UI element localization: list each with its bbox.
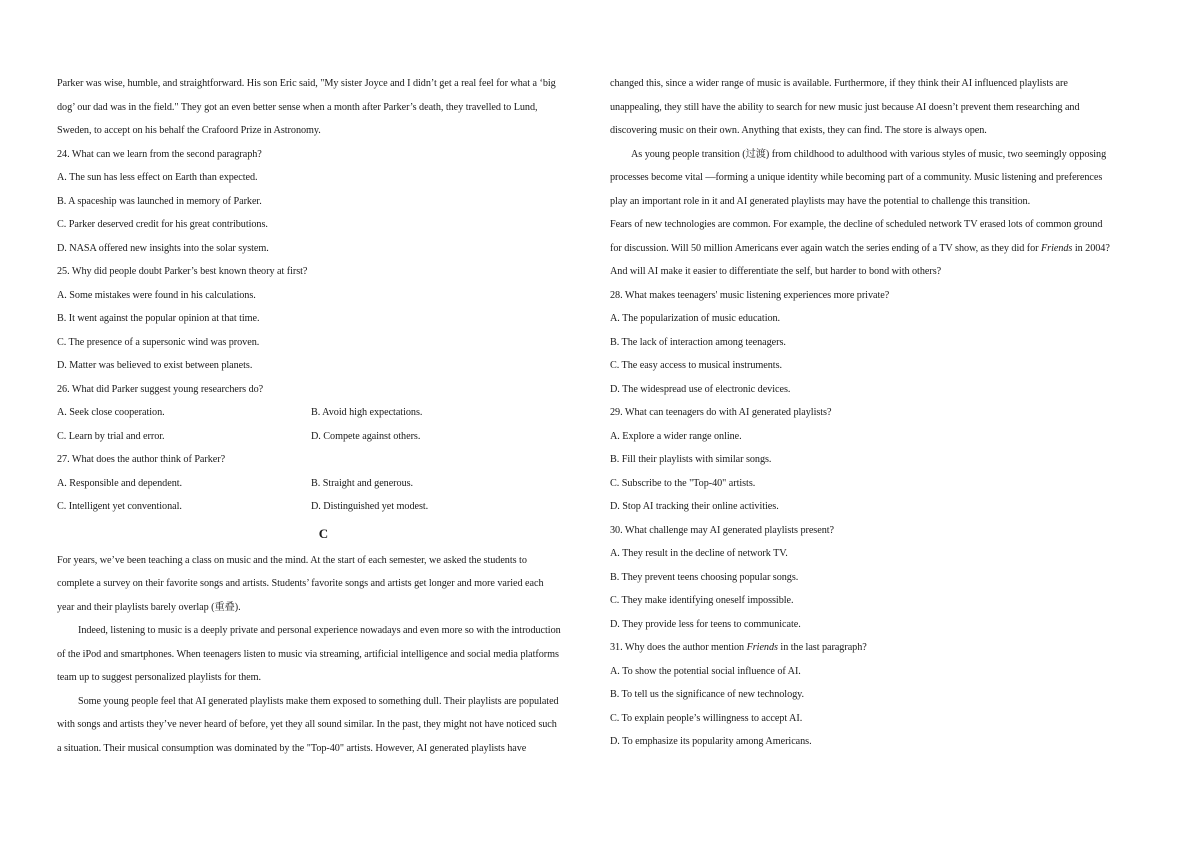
question-29-stem: 29. What can teenagers do with AI generated playlists? (610, 407, 832, 418)
friends-title: Friends (1041, 242, 1073, 254)
question-27-options-row-2 (57, 495, 590, 519)
question-31-option-a: A. To show the potential social influence of AI. (610, 665, 801, 677)
question-24-option-a: A. The sun has less effect on Earth than expected. (57, 172, 258, 183)
passage-c-line: changed this, since a wider range of music is available. Furthermore, if they think their AI influenced playlists are (610, 78, 1068, 89)
question-28-option-a: A. The popularization of music education. (610, 313, 781, 324)
question-28-option-b: B. The lack of interaction among teenagers. (610, 336, 786, 348)
passage-c-line: complete a survey on their favorite songs and artists. Students’ favorite songs and artists get longer and more varied each (57, 578, 544, 589)
passage-c-line: with songs and artists they’ve never heard of before, yet they all sound similar. In the past, they might not have noticed such (57, 719, 557, 730)
section-heading: C (318, 525, 329, 541)
passage-c-line: a situation. Their musical consumption was dominated by the "Top-40" artists. However, AI generated playlists have (57, 742, 527, 754)
question-26-option-b: B. Avoid high expectations. (311, 407, 423, 418)
question-27-option-d: D. Distinguished yet modest. (311, 501, 429, 512)
question-25-option-b: B. It went against the popular opinion at that time. (57, 313, 260, 324)
left-column (57, 72, 590, 760)
question-28-option-c: C. The easy access to musical instruments. (610, 360, 782, 371)
question-27-option-b: B. Straight and generous. (311, 477, 414, 489)
question-24-stem: 24. What can we learn from the second paragraph? (57, 148, 262, 160)
passage-c-line (610, 237, 1145, 261)
question-25-option-c: C. The presence of a supersonic wind was proven. (57, 336, 260, 348)
question-26-option-c: C. Learn by trial and error. (57, 430, 165, 442)
passage-c-line: of the iPod and smartphones. When teenagers listen to music via streaming, artificial intelligence and social media platforms (57, 648, 559, 660)
question-31-stem-text: 31. Why does the author mention (610, 642, 747, 653)
right-column (610, 72, 1145, 754)
passage-c-line: And will AI make it easier to differentiate the self, but harder to bond with others? (610, 266, 942, 277)
question-24-option-b: B. A spaceship was launched in memory of Parker. (57, 195, 262, 207)
question-26-stem: 26. What did Parker suggest young researchers do? (57, 383, 264, 395)
question-31-stem-text: in the last paragraph? (777, 642, 867, 653)
question-28-option-d: D. The widespread use of electronic devices. (610, 383, 791, 395)
passage-b-line: Sweden, to accept on his behalf the Crafoord Prize in Astronomy. (57, 125, 321, 136)
question-27-option-c: C. Intelligent yet conventional. (57, 501, 182, 512)
question-30-option-d: D. They provide less for teens to communicate. (610, 618, 801, 630)
passage-c-line: discovering music on their own. Anything that exists, they can find. The store is always open. (610, 125, 987, 136)
passage-c-text: for discussion. Will 50 million Americans ever again watch the series ending of a TV show, as they did for (610, 242, 1041, 254)
question-27-options-row-1 (57, 472, 590, 496)
question-25-option-d: D. Matter was believed to exist between planets. (57, 360, 253, 371)
passage-c-line: year and their playlists barely overlap (重叠). (57, 601, 241, 613)
passage-c-line: team up to suggest personalized playlists for them. (57, 672, 261, 683)
question-28-stem: 28. What makes teenagers' music listening experiences more private? (610, 289, 890, 301)
question-25-stem: 25. Why did people doubt Parker’s best known theory at first? (57, 266, 308, 277)
question-27-stem: 27. What does the author think of Parker? (57, 454, 226, 465)
question-31-option-c: C. To explain people’s willingness to accept AI. (610, 712, 803, 724)
question-29-option-d: D. Stop AI tracking their online activities. (610, 501, 779, 512)
question-26-option-d: D. Compete against others. (311, 430, 421, 442)
question-26-option-a: A. Seek close cooperation. (57, 407, 165, 418)
question-30-option-a: A. They result in the decline of network TV. (610, 548, 788, 559)
passage-b-line: dog’ our dad was in the field." They got an even better sense when a month after Parker’s death, they travelled to Lund, (57, 101, 538, 113)
question-24-option-d: D. NASA offered new insights into the solar system. (57, 242, 269, 254)
question-31-option-b: B. To tell us the significance of new technology. (610, 689, 805, 700)
question-30-stem: 30. What challenge may AI generated playlists present? (610, 524, 834, 536)
passage-c-line: unappealing, they still have the ability to search for new music just because AI doesn’t prevent them researching and (610, 101, 1080, 113)
passage-c-line: As young people transition (过渡) from childhood to adulthood with various styles of music, two seemingly opposing (631, 148, 1107, 160)
passage-c-line: Indeed, listening to music is a deeply private and personal experience nowadays and even more so with the introduction (78, 625, 561, 636)
question-29-option-a: A. Explore a wider range online. (610, 430, 742, 442)
question-31-stem (610, 636, 1145, 660)
passage-c-line: Some young people feel that AI generated playlists make them exposed to something dull. Their playlists are populated (78, 695, 559, 707)
question-31-option-d: D. To emphasize its popularity among Americans. (610, 736, 812, 747)
question-30-option-c: C. They make identifying oneself impossible. (610, 595, 794, 606)
passage-b-line: Parker was wise, humble, and straightforward. His son Eric said, "My sister Joyce and I didn’t get a real feel for what a ‘big (57, 78, 556, 89)
question-27-option-a: A. Responsible and dependent. (57, 477, 183, 489)
passage-c-text: in 2004? (1072, 242, 1110, 254)
passage-c-line: Fears of new technologies are common. For example, the decline of scheduled network TV erased lots of common ground (610, 219, 1103, 230)
question-26-options-row-1 (57, 401, 590, 425)
question-30-option-b: B. They prevent teens choosing popular songs. (610, 571, 799, 583)
question-29-option-b: B. Fill their playlists with similar songs. (610, 454, 772, 465)
question-25-option-a: A. Some mistakes were found in his calculations. (57, 289, 256, 301)
question-29-option-c: C. Subscribe to the "Top-40" artists. (610, 477, 756, 489)
question-24-option-c: C. Parker deserved credit for his great contributions. (57, 219, 268, 230)
question-26-options-row-2 (57, 425, 590, 449)
passage-c-line: For years, we’ve been teaching a class on music and the mind. At the start of each semester, we asked the students to (57, 554, 527, 566)
friends-title: Friends (746, 642, 778, 653)
passage-c-line: processes become vital —forming a unique identity while becoming part of a community. Music listening and preferences (610, 172, 1103, 183)
passage-c-line: play an important role in it and AI generated playlists may have the potential to challenge this transition. (610, 195, 1031, 207)
